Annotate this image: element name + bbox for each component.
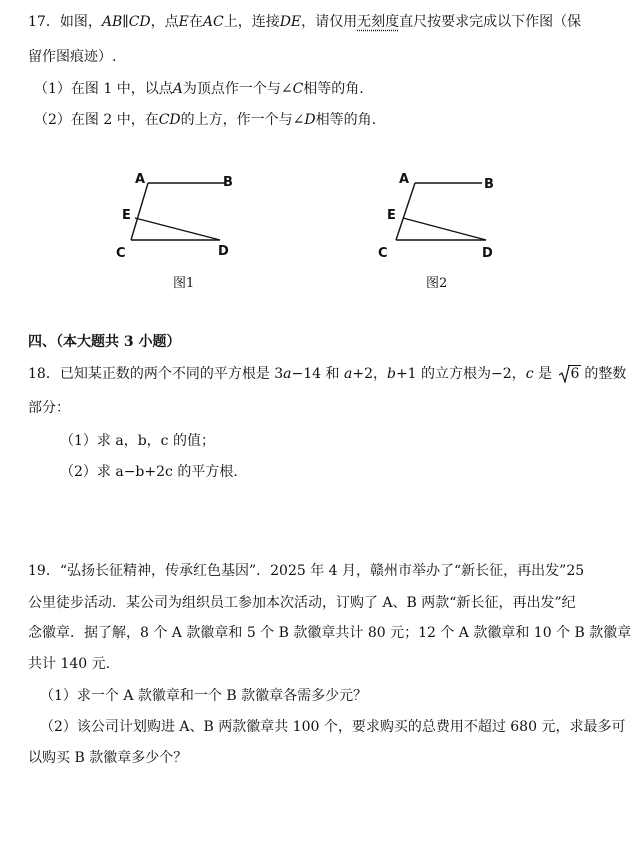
q18-text: −14 和	[291, 366, 340, 382]
radical-sign	[559, 365, 570, 383]
figure-1-diagram	[105, 168, 245, 263]
q17-text: 直尺按要求完成以下作图（保	[399, 14, 582, 30]
var-cd: CD	[158, 112, 181, 128]
segment-de	[403, 218, 486, 240]
q19-line-3: 念徽章．据了解，8 个 A 款徽章和 5 个 B 款徽章共计 80 元；12 个 A 款徽章和 10 个 B 款徽章	[28, 625, 632, 641]
label-e: E	[122, 208, 131, 223]
parallel-symbol: ∥	[122, 14, 129, 30]
var-ac: AC	[202, 14, 224, 30]
q18-text: 18．已知某正数的两个不同的平方根是 3	[28, 366, 284, 382]
label-c: C	[378, 246, 388, 261]
q17-text: 留作图痕迹）.	[28, 49, 117, 65]
q18-part-2: （2）求 a−b+2c 的平方根.	[60, 464, 238, 480]
segment-de	[135, 218, 220, 240]
q17-line-1	[28, 12, 581, 32]
q18-text: +1 的立方根为−2，	[395, 366, 526, 382]
figure-2	[372, 168, 512, 263]
q17-part-1	[34, 79, 364, 99]
var-ab: AB	[101, 14, 123, 30]
q18-text: 部分：	[28, 400, 70, 416]
figure-1	[105, 168, 245, 263]
radicand: 6	[570, 366, 580, 382]
label-a: A	[399, 172, 410, 187]
label-a: A	[135, 172, 146, 187]
figure-1-caption: 图1	[173, 276, 195, 291]
emphasis-dotted-text: 无刻度	[357, 14, 400, 30]
q19-line-2: 公里徒步活动．某公司为组织员工参加本次活动，订购了 A、B 两款“新长征，再出发”纪	[28, 595, 576, 611]
q17-text: 在	[188, 14, 203, 30]
q19-part-2: （2）该公司计划购进 A、B 两款徽章共 100 个，要求购买的总费用不超过 680 元，求最多可	[40, 719, 626, 735]
q17-p2-text: （2）在图 2 中，在	[34, 112, 159, 128]
q17-line-2	[28, 47, 116, 67]
q18-text: 是	[537, 366, 552, 382]
label-e: E	[387, 208, 396, 223]
var-de: DE	[279, 14, 302, 30]
var-c: C	[292, 81, 304, 97]
q17-text: ，请仅用	[301, 14, 358, 30]
var-a: a	[283, 366, 292, 382]
var-d: D	[304, 112, 316, 128]
q17-p1-text: 相等的角.	[303, 81, 364, 97]
q18-text: 的整数	[584, 366, 627, 382]
q19-part-3: 以购买 B 款徽章多少个？	[28, 750, 188, 766]
segment-ac	[396, 183, 415, 240]
label-c: C	[116, 246, 126, 261]
var-b: b	[386, 366, 396, 382]
q18-text: +2，	[352, 366, 387, 382]
q17-part-2	[34, 110, 376, 130]
var-cd: CD	[128, 14, 151, 30]
q17-p2-text: 的上方，作一个与∠	[180, 112, 305, 128]
q17-text: 上，连接	[223, 14, 280, 30]
label-b: B	[223, 175, 233, 190]
q18-line-2	[28, 398, 70, 418]
q17-text: ，点	[150, 14, 179, 30]
q19-line-4: 共计 140 元.	[28, 656, 111, 672]
q17-p1-text: 为顶点作一个与∠	[182, 81, 293, 97]
q17-number: 17．如图，	[28, 14, 102, 30]
q17-p1-text: （1）在图 1 中，以点	[34, 81, 173, 97]
sqrt-6	[559, 364, 581, 384]
q19-line-1: 19．“弘扬长征精神，传承红色基因”．2025 年 4 月，赣州市举办了“新长征，再出发”25	[28, 563, 585, 579]
q17-p2-text: 相等的角.	[315, 112, 377, 128]
figure-2-caption: 图2	[426, 276, 448, 291]
var-e: E	[178, 14, 189, 30]
label-b: B	[484, 177, 494, 192]
q18-line-1	[28, 364, 626, 384]
figure-2-diagram	[372, 168, 512, 263]
segment-ac	[131, 183, 148, 240]
q19-part-1: （1）求一个 A 款徽章和一个 B 款徽章各需多少元？	[40, 688, 368, 704]
var-a: A	[172, 81, 183, 97]
var-a: a	[343, 366, 353, 382]
label-d: D	[482, 246, 493, 261]
label-d: D	[218, 244, 229, 259]
section-heading: 四、（本大题共 3 小题）	[28, 334, 181, 350]
var-c: c	[525, 366, 534, 382]
q18-part-1: （1）求 a，b，c 的值；	[60, 433, 215, 449]
